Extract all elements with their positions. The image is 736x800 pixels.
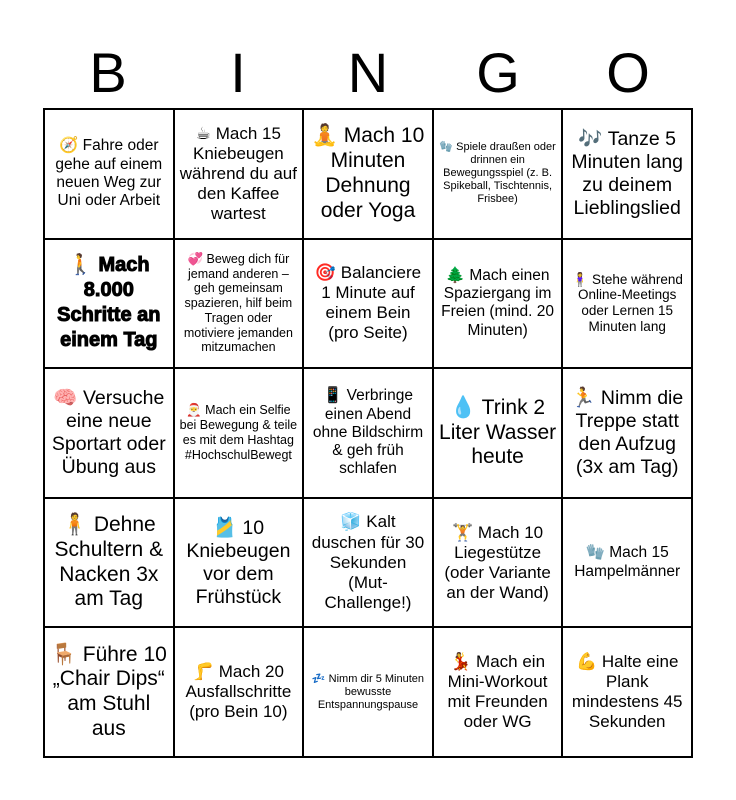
- bingo-cell[interactable]: 💞 Beweg dich für jemand anderen – geh gemeinsam spazieren, hilf beim Tragen oder motiviere jemanden mitzumachen: [174, 239, 304, 369]
- bingo-cell[interactable]: 🦵 Mach 20 Ausfallschritte (pro Bein 10): [174, 627, 304, 757]
- bingo-board: [43, 108, 693, 758]
- bingo-cell[interactable]: 🎶 Tanze 5 Minuten lang zu deinem Lieblingslied: [562, 109, 692, 239]
- bingo-cell[interactable]: 💪 Halte eine Plank mindestens 45 Sekunden: [562, 627, 692, 757]
- bingo-cell[interactable]: 🏋️ Mach 10 Liegestütze (oder Variante an der Wand): [433, 498, 563, 628]
- bingo-cell[interactable]: ☕ Mach 15 Kniebeugen während du auf den Kaffee wartest: [174, 109, 304, 239]
- bingo-cell[interactable]: 🚶 Mach 8.000 Schritte an einem Tag: [44, 239, 174, 369]
- bingo-cell[interactable]: 🎽 10 Kniebeugen vor dem Frühstück: [174, 498, 304, 628]
- bingo-cell[interactable]: 🎅 Mach ein Selfie bei Bewegung & teile es mit dem Hashtag #HochschulBewegt: [174, 368, 304, 498]
- bingo-cell[interactable]: 🧍 Dehne Schultern & Nacken 3x am Tag: [44, 498, 174, 628]
- bingo-cell[interactable]: 🪑 Führe 10 „Chair Dips“ am Stuhl aus: [44, 627, 174, 757]
- bingo-cell[interactable]: 🧘 Mach 10 Minuten Dehnung oder Yoga: [303, 109, 433, 239]
- bingo-cell[interactable]: 🎯 Balanciere 1 Minute auf einem Bein (pro Seite): [303, 239, 433, 369]
- header-letter-o: O: [606, 41, 650, 104]
- bingo-cell[interactable]: 💃 Mach ein Mini-Workout mit Freunden oder WG: [433, 627, 563, 757]
- header-letter-b: B: [89, 41, 127, 104]
- bingo-cell[interactable]: 🌲 Mach einen Spaziergang im Freien (mind. 20 Minuten): [433, 239, 563, 369]
- bingo-cell[interactable]: 💧 Trink 2 Liter Wasser heute: [433, 368, 563, 498]
- header-letter-n: N: [347, 41, 389, 104]
- header-letter-i: I: [230, 41, 246, 104]
- bingo-cell[interactable]: 🧤 Mach 15 Hampelmänner: [562, 498, 692, 628]
- bingo-cell[interactable]: 🧤 Spiele draußen oder drinnen ein Bewegungsspiel (z. B. Spikeball, Tischtennis, Frisbee): [433, 109, 563, 239]
- bingo-cell[interactable]: 🧭 Fahre oder gehe auf einem neuen Weg zur Uni oder Arbeit: [44, 109, 174, 239]
- bingo-cell[interactable]: 📱 Verbringe einen Abend ohne Bildschirm & geh früh schlafen: [303, 368, 433, 498]
- bingo-cell[interactable]: 🧠 Versuche eine neue Sportart oder Übung aus: [44, 368, 174, 498]
- bingo-cell[interactable]: 🧍‍♀️ Stehe während Online-Meetings oder Lernen 15 Minuten lang: [562, 239, 692, 369]
- bingo-cell[interactable]: 🏃 Nimm die Treppe statt den Aufzug (3x am Tag): [562, 368, 692, 498]
- bingo-header: [43, 38, 693, 108]
- header-letter-g: G: [476, 41, 520, 104]
- bingo-cell[interactable]: 🧊 Kalt duschen für 30 Sekunden (Mut-Challenge!): [303, 498, 433, 628]
- bingo-cell[interactable]: 💤 Nimm dir 5 Minuten bewusste Entspannungspause: [303, 627, 433, 757]
